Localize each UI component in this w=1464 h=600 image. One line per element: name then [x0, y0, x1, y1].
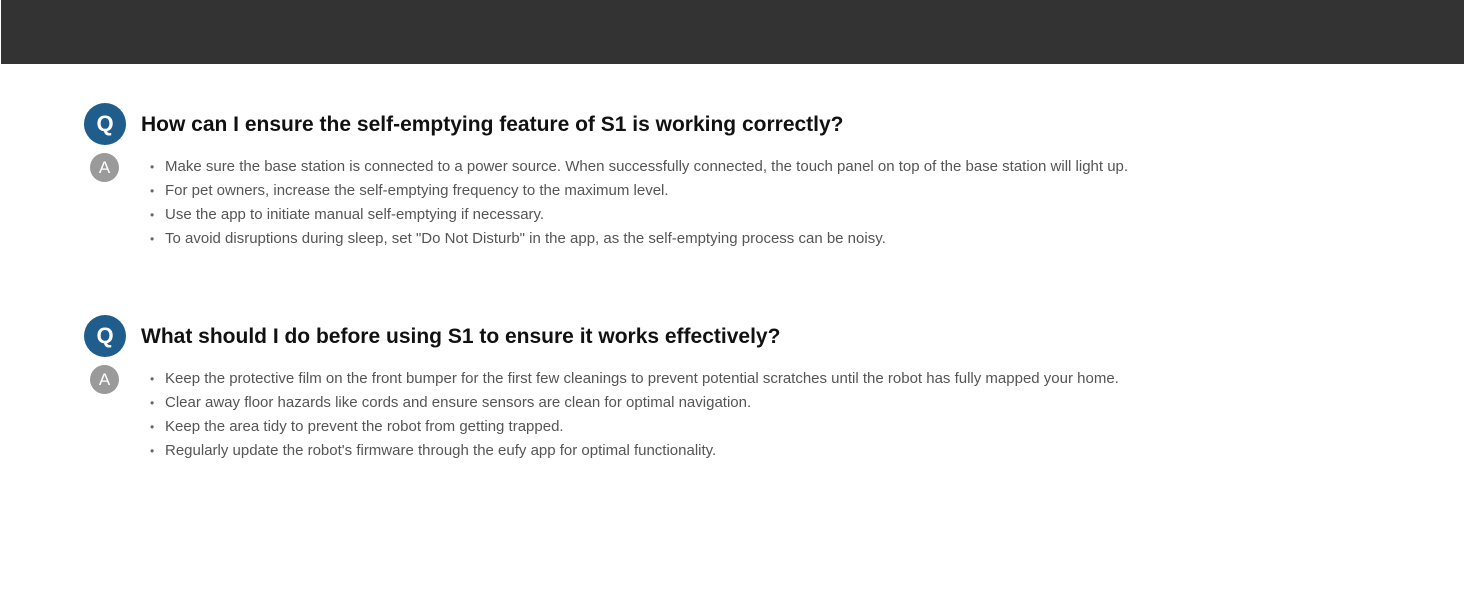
top-header-bar [1, 0, 1464, 64]
question-row [84, 315, 1384, 357]
answer-item: • Regularly update the robot's firmware through the eufy app for optimal functionality. [150, 439, 1119, 463]
question-row [84, 103, 1384, 145]
answer-item: • For pet owners, increase the self-emptying frequency to the maximum level. [150, 179, 1128, 203]
answer-badge: A [90, 153, 119, 182]
answer-list [150, 155, 1128, 251]
answer-item: • Use the app to initiate manual self-emptying if necessary. [150, 203, 1128, 227]
question-badge: Q [84, 315, 126, 357]
answer-item: • To avoid disruptions during sleep, set "Do Not Disturb" in the app, as the self-emptying process can be noisy. [150, 227, 1128, 251]
faq-item [84, 103, 1384, 247]
answer-list [150, 367, 1119, 463]
question-title: How can I ensure the self-emptying feature of S1 is working correctly? [141, 113, 844, 136]
answer-item: • Keep the area tidy to prevent the robot from getting trapped. [150, 415, 1119, 439]
answer-item: • Keep the protective film on the front bumper for the first few cleanings to prevent potential scratches until the robot has fully mapped your home. [150, 367, 1119, 391]
answer-item: • Make sure the base station is connected to a power source. When successfully connected, the touch panel on top of the base station will light up. [150, 155, 1128, 179]
question-badge: Q [84, 103, 126, 145]
answer-badge: A [90, 365, 119, 394]
faq-item [84, 315, 1384, 459]
answer-item: • Clear away floor hazards like cords and ensure sensors are clean for optimal navigation. [150, 391, 1119, 415]
question-title: What should I do before using S1 to ensure it works effectively? [141, 325, 781, 348]
